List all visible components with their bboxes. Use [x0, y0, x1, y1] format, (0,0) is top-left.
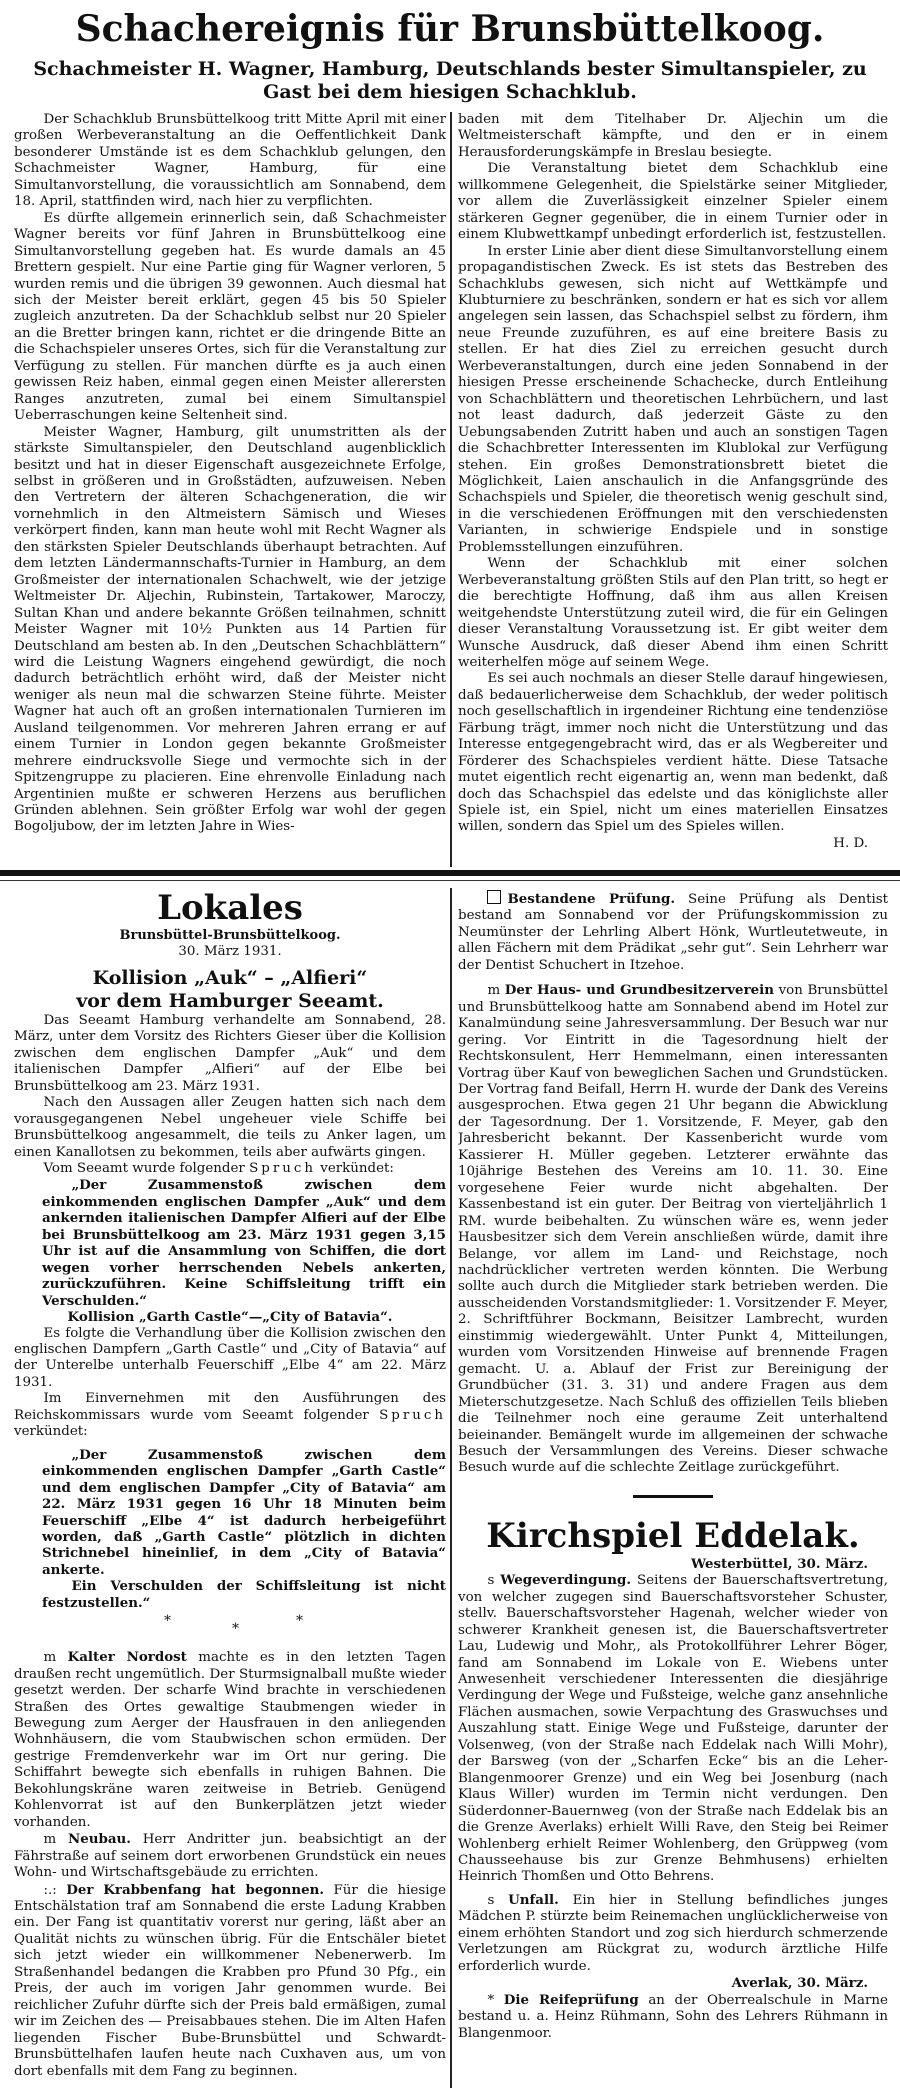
item-marker: m	[487, 983, 501, 999]
section-divider	[0, 870, 900, 876]
verdict-quote: Ein Verschulden der Schiffsleitung ist nicht festzustellen.“	[42, 1578, 446, 1611]
item-text: Herr Andritter jun. beabsichtigt an der Fährstraße auf seinem dort erworbenen Grundstück ein neues Wohn- und Wirtschaftsgebäude zu errichten.	[14, 1832, 446, 1881]
verdict-quote: „Der Zusammenstoß zwischen dem einkommenden englischen Dampfer „Auk“ und dem ankernden italienischen Dampfer Alfieri auf der Elbe bei Brunsbüttelkoog am 23. März 1931 gegen 3,15 Uhr ist auf die Ansammlung von Schiffen, die dort wegen vorher herrschenden Nebels ankerten, zurückzuführen. Keine Schiffsleitung trifft ein Verschulden.“	[42, 1177, 446, 1309]
date-line: 30. März 1931.	[178, 944, 282, 960]
section-title-eddelak: Kirchspiel Eddelak.	[486, 1515, 860, 1556]
article-heading-line: Kollision „Auk“ – „Alfieri“	[92, 966, 368, 989]
item-lead: Wegeverdingung.	[500, 1572, 632, 1589]
item-text: Ein hier in Stellung befindliches junges Mädchen P. stürzte beim Reinemachen unglücklicherweise von einem erhöhten Standort und zog sich hierdurch schmerzende Verletzungen am Rückgrat zu, wodurch ärztliche Hilfe erforderlich wurde.	[458, 1892, 888, 1974]
item-lead: Kalter Nordost	[67, 1649, 187, 1666]
asterism	[14, 1611, 446, 1649]
item-text: machte es in den letzten Tagen draußen recht ungemütlich. Der Sturmsignalball mußte wieder gesetzt werden. Der scharfe Wind brachte in verschiedenen Straßen des Ortes gewaltige Staubmengen wieder in Bewegung zum Aerger der Hausfrauen in den anliegenden Wohnhäusern, die vom Staubwischen schon ermüden. Der gestrige Fremdenverkehr war im Ort nur gering. Die Schiffahrt bewegte sich ebenfalls in ruhigen Bahnen. Die Bekohlungskräne waren zeitweise in Betrieb. Genügend Kohlenvorrat ist auf den Bunkerplätzen jetzt wieder vorhanden.	[14, 1650, 446, 1830]
verdict-quote: „Der Zusammenstoß zwischen dem einkommenden englischen Dampfer „Garth Castle“ und dem englischen Dampfer „City of Batavia“ am 22. März 1931 gegen 16 Uhr 18 Minuten beim Feuerschiff „Elbe 4“ ist dadurch herbeigeführt worden, daß „Garth Castle“ plötzlich in dichten Strichnebel hineinlief, in dem „City of Batavia“ ankerte.	[42, 1446, 446, 1578]
item-marker: m	[43, 1650, 57, 1666]
news-item	[14, 1649, 446, 1831]
spaced-word: Spruch	[249, 1160, 316, 1176]
item-marker: s	[487, 1892, 495, 1908]
paragraph: Das Seeamt Hamburg verhandelte am Sonnabend, 28. März, unter dem Vorsitz des Richters Gieser über die Kollision zwischen dem englischen Dampfer „Auk“ und dem italienischen Dampfer „Alfieri“ auf der Elbe bei Brunsbüttelkoog am 23. März 1931.	[14, 1012, 446, 1094]
item-lead: Neubau.	[68, 1831, 131, 1848]
item-marker: s	[487, 1573, 495, 1589]
column-divider	[450, 112, 452, 867]
paragraph: baden mit dem Titelhaber Dr. Aljechin um die Weltmeisterschaft kämpfte, und den er in einem Herausforderungskämpfe in Breslau besiegte.	[458, 112, 888, 160]
asterisk-icon: *	[164, 1613, 171, 1630]
spaced-word: Spruch	[379, 1407, 446, 1423]
lokales-column	[14, 888, 446, 2088]
news-item	[458, 890, 888, 974]
paragraph: Der Schachklub Brunsbüttelkoog tritt Mitte April mit einer großen Werbeveranstaltung an die Oeffentlichkeit Dank besonderer Umstände ist es dem Schachklub gelungen, den Schachmeister Wagner, Hamburg, für eine Simultanvorstellung, die voraussichtlich am Sonnabend, dem 18. April, stattfinden wird, nach hier zu verpflichten.	[14, 112, 446, 210]
item-lead: Die Reifeprüfung	[503, 1991, 639, 2008]
text: verkündet:	[320, 1160, 394, 1176]
item-text: Seine Prüfung als Dentist bestand am Sonnabend vor der Prüfungskommission zu Neumünster der Lehrling Albert Hönk, Wurtleutetweute, in allen Fächern mit dem Prädikat „sehr gut“. Sein Lehrherr war der Dentist Schuchert in Itzehoe.	[458, 892, 888, 973]
item-lead: Bestandene Prüfung.	[507, 891, 676, 907]
news-item	[458, 982, 888, 1477]
paragraph: Die Veranstaltung bietet dem Schachklub eine willkommene Gelegenheit, die Spielstärke seiner Mitglieder, vor allem die Zuverlässigkeit einzelner Spieler einem stärkeren Gegner gegenüber, die in einem Turnier oder in einem Klubwettkampf unbedingt erforderlich ist, festzustellen.	[458, 161, 888, 243]
news-item	[14, 1882, 446, 2080]
item-text: von Brunsbüttel und Brunsbüttelkoog hatte am Sonnabend abend im Hotel zur Kanalmündung seine Jahresversammlung. Der Besuch war nur gering. Vor Eintritt in die Tagesordnung hielt der Rechtskonsulent, Herr Hemmelmann, einen interessanten Vortrag über Kauf von beweglichen Sachen und Grundstücken. Der Vortrag fand Beifall, Herrn H. wurde der Dank des Vereins ausgesprochen. Etwa gegen 21 Uhr begann die Abwicklung der Tagesordnung. Der 1. Vorsitzende, F. Meyer, gab den Jahresbericht bekannt. Der Kassenbericht wurde vom Kassierer H. Müller gegeben. Letzterer erwähnte das 10jährige Bestehen des Vereins am 10. 11. 30. Eine vorgesehene Feier wurde nicht abgehalten. Der Kassenbestand ist ein guter. Der Beitrag von vierteljährlich 1 RM. wurde beibehalten. Zu wünschen wäre es, wenn jeder Hausbesitzer sich dem Verein anschließen würde, damit ihre Belange, vor allem im Land- und Reichstage, noch nachdrücklicher vertreten werden könnten. Die Werbung sollte auch durch die Mitglieder stark betrieben werden. Die ausscheidenden Vorstandsmitglieder: 1. Vorsitzender F. Meyer, 2. Schriftführer Bockmann, Beisitzer Lambrecht, wurden einstimmig wiedergewählt. Unter Punkt 4, Mitteilungen, wurden vom Vorsitzenden Hinweise auf brennende Fragen gemacht. U. a. Ablauf der Frist zur Bereinigung der Grundbücher (31. 3. 31) und andere Fragen aus dem Mieterschutzgesetze. Nach Schluß des offiziellen Teils blieben die Teilnehmer noch eine geraume Zeit unterhaltend beieinander. Bemängelt wurde im allgemeinen der schwache Besuch der Versammlungen des Vereins. Dieser schwache Besuch wurde auf die schlechte Zeitlage zurückgeführt.	[458, 983, 888, 1476]
text: verkündet:	[14, 1424, 88, 1440]
section-title-lokales: Lokales	[157, 888, 303, 928]
paragraph: Es sei auch nochmals an dieser Stelle darauf hingewiesen, daß bedauerlicherweise dem Schachklub, der weder politisch noch gesellschaftlich in irgendeiner Richtung eine tendenziöse Färbung trägt, immer noch nicht die Unterstützung und das Interesse entgegengebracht wird, das er als Wegbereiter und Förderer des Schachspieles verdient hätte. Diese Tatsache mutet eigentlich recht eigenartig an, wenn man bedenkt, daß doch das Schachspiel das edelste und das königlichste aller Spiele ist, ein Spiel, nicht um eines materiellen Einsatzes willen, sondern das Spiel um des Spieles willen.	[458, 671, 888, 835]
square-bullet-icon	[487, 890, 501, 904]
paragraph: In erster Linie aber dient diese Simultanvorstellung einem propagandistischen Zweck. Es ist stets das Bestreben des Schachklubs gewesen, sich nicht auf Wettkämpfe und Klubturniere zu beschränken, sondern er hat es sich vor allem angelegen sein lassen, das Schachspiel selbst zu fördern, ihm neue Freunde zuzuführen, es auf eine breitere Basis zu stellen. Er hat dies Ziel zu erreichen gesucht durch Werbeveranstaltungen, durch eine jeden Sonnabend in der hiesigen Presse erscheinende Schachecke, durch Entleihung von Schachblättern und theoretischen Lehrbüchern, und last not least dadurch, daß jederzeit Gäste zu den Uebungsabenden Zutritt haben und auch an sonstigen Tagen die Schachbretter Interessenten im Klublokal zur Verfügung stehen. Ein großes Demonstrationsbrett bietet die Möglichkeit, Laien anschaulich in die Anfangsgründe des Schachspiels und Spieler, die theoretisch wenig geschult sind, in die verschiedenen Eröffnungen mit den verschiedensten Varianten, in schwierige Endspiele und in sonstige Problemsstellungen einzuführen.	[458, 243, 888, 555]
paragraph: Wenn der Schachklub mit einer solchen Werbeveranstaltung größten Stils auf den Plan tritt, so hegt er die berechtigte Hoffnung, daß ihm aus allen Kreisen weitgehendste Unterstützung zuteil wird, die für ein Gelingen dieser Veranstaltung Voraussetzung ist. Er gibt weiter dem Wunsche Ausdruck, daß dieser Abend ihm einen Schritt weiterhelfen möge auf seinem Wege.	[458, 556, 888, 670]
article-heading	[14, 967, 446, 1013]
asterisk-icon: *	[296, 1613, 303, 1630]
paragraph: Es folgte die Verhandlung über die Kollision zwischen den englischen Dampfern „Garth Castle“ und „City of Batavia“ auf der Unterelbe unterhalb Feuerschiff „Elbe 4“ am 22. März 1931.	[14, 1325, 446, 1390]
paragraph	[14, 1391, 446, 1440]
signature: H. D.	[833, 835, 868, 851]
chess-article-left-column	[14, 112, 446, 870]
column-divider	[450, 888, 452, 2088]
item-lead: Der Haus- und Grundbesitzerverein	[504, 982, 774, 999]
item-text: Seitens der Bauerschaftsvertretung, von welcher zugegen sind Bauerschaftsvorsteher Schuster, stellv. Bauerschaftsvorsteher Hagenah, welcher wieder von schwerer Krankheit genesen ist, die Bauerschaftsvertreter Lau, Ludewig und Mohr,, als Protokollführer Lehrer Böger, fand am Sonnabend im Lokale von E. Wiebens unter Anwesenheit verschiedener Interessenten die diesjährige Verdingung der Wege und Fußsteige, welche ganz ansehnliche Flächen ausmachen, sowie Verpachtung des Graswuchses und Auszahlung statt. Einige Wege und Fußsteige, darunter der Volsenweg, (von der Straße nach Eddelak nach Willi Mohr), der Barsweg (von der „Scharfen Ecke“ bis an die Leher-Blangenmoorer Grenze) und ein Weg bei Josenburg (nach Klaus Willer) wurden im Termin nicht verdungen. Den Süderdonner-Bauernweg (von der Straße nach Eddelak bis an die Grenze Averlaks) erhielt Willi Rave, den Steig bei Reimer Wohlenberg erhielt Reimer Wohlenberg, den Grüppweg (vom Chausseehause bis zur Grenze Behmhusens) erhielten Heinrich Thomßen und Otto Behrens.	[458, 1573, 888, 1885]
right-news-column	[458, 890, 888, 2090]
paragraph: Meister Wagner, Hamburg, gilt unumstritten als der stärkste Simultanspieler, den Deutschland augenblicklich besitzt und hat in dieser Eigenschaft ausgezeichnete Erfolge, selbst in größeren und in Großstädten, aufzuweisen. Neben den Vertretern der älteren Schachgeneration, die wir vornehmlich in den Altmeistern Sämisch und Wieses verkörpert finden, kann man heute wohl mit Recht Wagner als den stärksten Spieler Deutschlands überhaupt betrachten. Auf dem letzten Ländermannschafts-Turnier in Hamburg, an dem Großmeister der internationalen Schachwelt, wie der jetzige Weltmeister Dr. Aljechin, Rubinstein, Tartakower, Maroczy, Sultan Khan und andere bekannte Größen teilnahmen, schnitt Meister Wagner mit 10½ Punkten aus 14 Partien für Deutschland am besten ab. In den „Deutschen Schachblättern“ wird die Leistung Wagners eingehend gewürdigt, die noch dadurch beträchtlich erhöht wird, daß der Meister nicht weniger als neun mal die schwarzen Steine führte. Meister Wagner hat auch oft an großen internationalen Turnieren im Ausland teilgenommen. Vor mehreren Jahren errang er auf einem Turnier in London gegen bekannte Großmeister mehrere eindrucksvolle Siege und vermochte sich in der Spitzengruppe zu placieren. Eine ehrenvolle Einladung nach Argentinien mußte er schweren Herzens aus beruflichen Gründen ablehnen. Sein größter Erfolg war wohl der gegen Bogoljubow, der im letzten Jahre in Wies-	[14, 424, 446, 835]
item-text: an der Oberrealschule in Marne bestand u. a. Heinz Rühmann, Sohn des Lehrers Rühmann in Blangenmoor.	[458, 1992, 888, 2041]
dateline: Westerbüttel, 30. März.	[691, 1555, 868, 1572]
item-text: Für die hiesige Entschälstation traf am Sonnabend die erste Ladung Krabben ein. Der Fang ist quantitativ vorerst nur gering, läßt aber an Qualität nichts zu wünschen übrig. Für die Entschäler bietet sich jetzt wieder ein willkommener Nebenerwerb. Im Straßenhandel bedangen die Krabben pro Pfund 30 Pfg., ein Preis, der auch im vorigen Jahr genommen wurde. Bei reichlicher Zufuhr dürfte sich der Preis bald ermäßigen, zumal wir im Zeichen des — Preisabbaues stehen. Die im Alten Hafen liegenden Fischer Bube-Brunsbüttel und Schwardt-Brunsbüttelhafen laufen heute nach Cuxhaven aus, um von dort ebenfalls mit dem Fang zu beginnen.	[14, 1882, 446, 2079]
chess-article-right-column	[458, 112, 888, 870]
news-item	[458, 1992, 888, 2042]
asterisk-icon: *	[232, 1621, 239, 1638]
paragraph	[14, 1161, 446, 1177]
text: Vom Seeamt wurde folgender	[43, 1160, 245, 1176]
short-divider	[633, 1495, 713, 1498]
item-lead: Unfall.	[508, 1891, 559, 1908]
headline: Schachereignis für Brunsbüttelkoog.	[75, 8, 825, 50]
subheadline: Schachmeister H. Wagner, Hamburg, Deutschlands bester Simultanspieler, zu Gast bei dem hiesigen Schachklub.	[33, 58, 867, 103]
news-item	[458, 1892, 888, 1975]
text: Im Einvernehmen mit den Ausführungen des Reichskommissars wurde vom Seeamt folgender	[14, 1391, 446, 1423]
news-item	[458, 1572, 888, 1886]
paragraph: Nach den Aussagen aller Zeugen hatten sich nach dem vorausgegangenen Nebel ungeheuer viele Schiffe bei Brunsbüttelkoog angesammelt, die teils zu Anker lagen, um einen Kanallotsen zu bekommen, teils aber aufwärts gingen.	[14, 1095, 446, 1160]
section-divider-thin	[0, 880, 900, 881]
item-lead: Der Krabbenfang hat begonnen.	[66, 1881, 325, 1898]
item-marker: :.:	[43, 1882, 57, 1898]
article-heading-line: vor dem Hamburger Seeamt.	[76, 989, 384, 1012]
news-item	[14, 1831, 446, 1881]
place-line: Brunsbüttel-Brunsbüttelkoog.	[119, 928, 341, 943]
paragraph: Es dürfte allgemein erinnerlich sein, daß Schachmeister Wagner bereits vor fünf Jahren in Brunsbüttelkoog eine Simultanvorstellung gegeben hat. Es wurde damals an 45 Brettern gespielt. Nur eine Partie ging für Wagner verloren, 5 wurden remis und die übrigen 39 gewonnen. Auch diesmal hat sich der Meister bereit erklärt, gegen 45 bis 50 Spieler zugleich anzutreten. Da der Schachklub selbst nur 20 Spieler an die Bretter bringen kann, richtet er die dringende Bitte an die Schachspieler unseres Ortes, sich für die Veranstaltung zur Verfügung zu stellen. Für manchen dürfte es ja auch einen gewissen Reiz haben, einmal gegen einen Meister allerersten Ranges anzutreten, zumal bei einem Simultanspiel Ueberraschungen keine Seltenheit sind.	[14, 210, 446, 424]
item-marker: m	[43, 1832, 57, 1848]
dateline: Averlak, 30. März.	[731, 1975, 868, 1992]
item-marker: *	[487, 1992, 495, 2008]
sub-heading: Kollision „Garth Castle“—„City of Batavia“.	[67, 1309, 393, 1326]
